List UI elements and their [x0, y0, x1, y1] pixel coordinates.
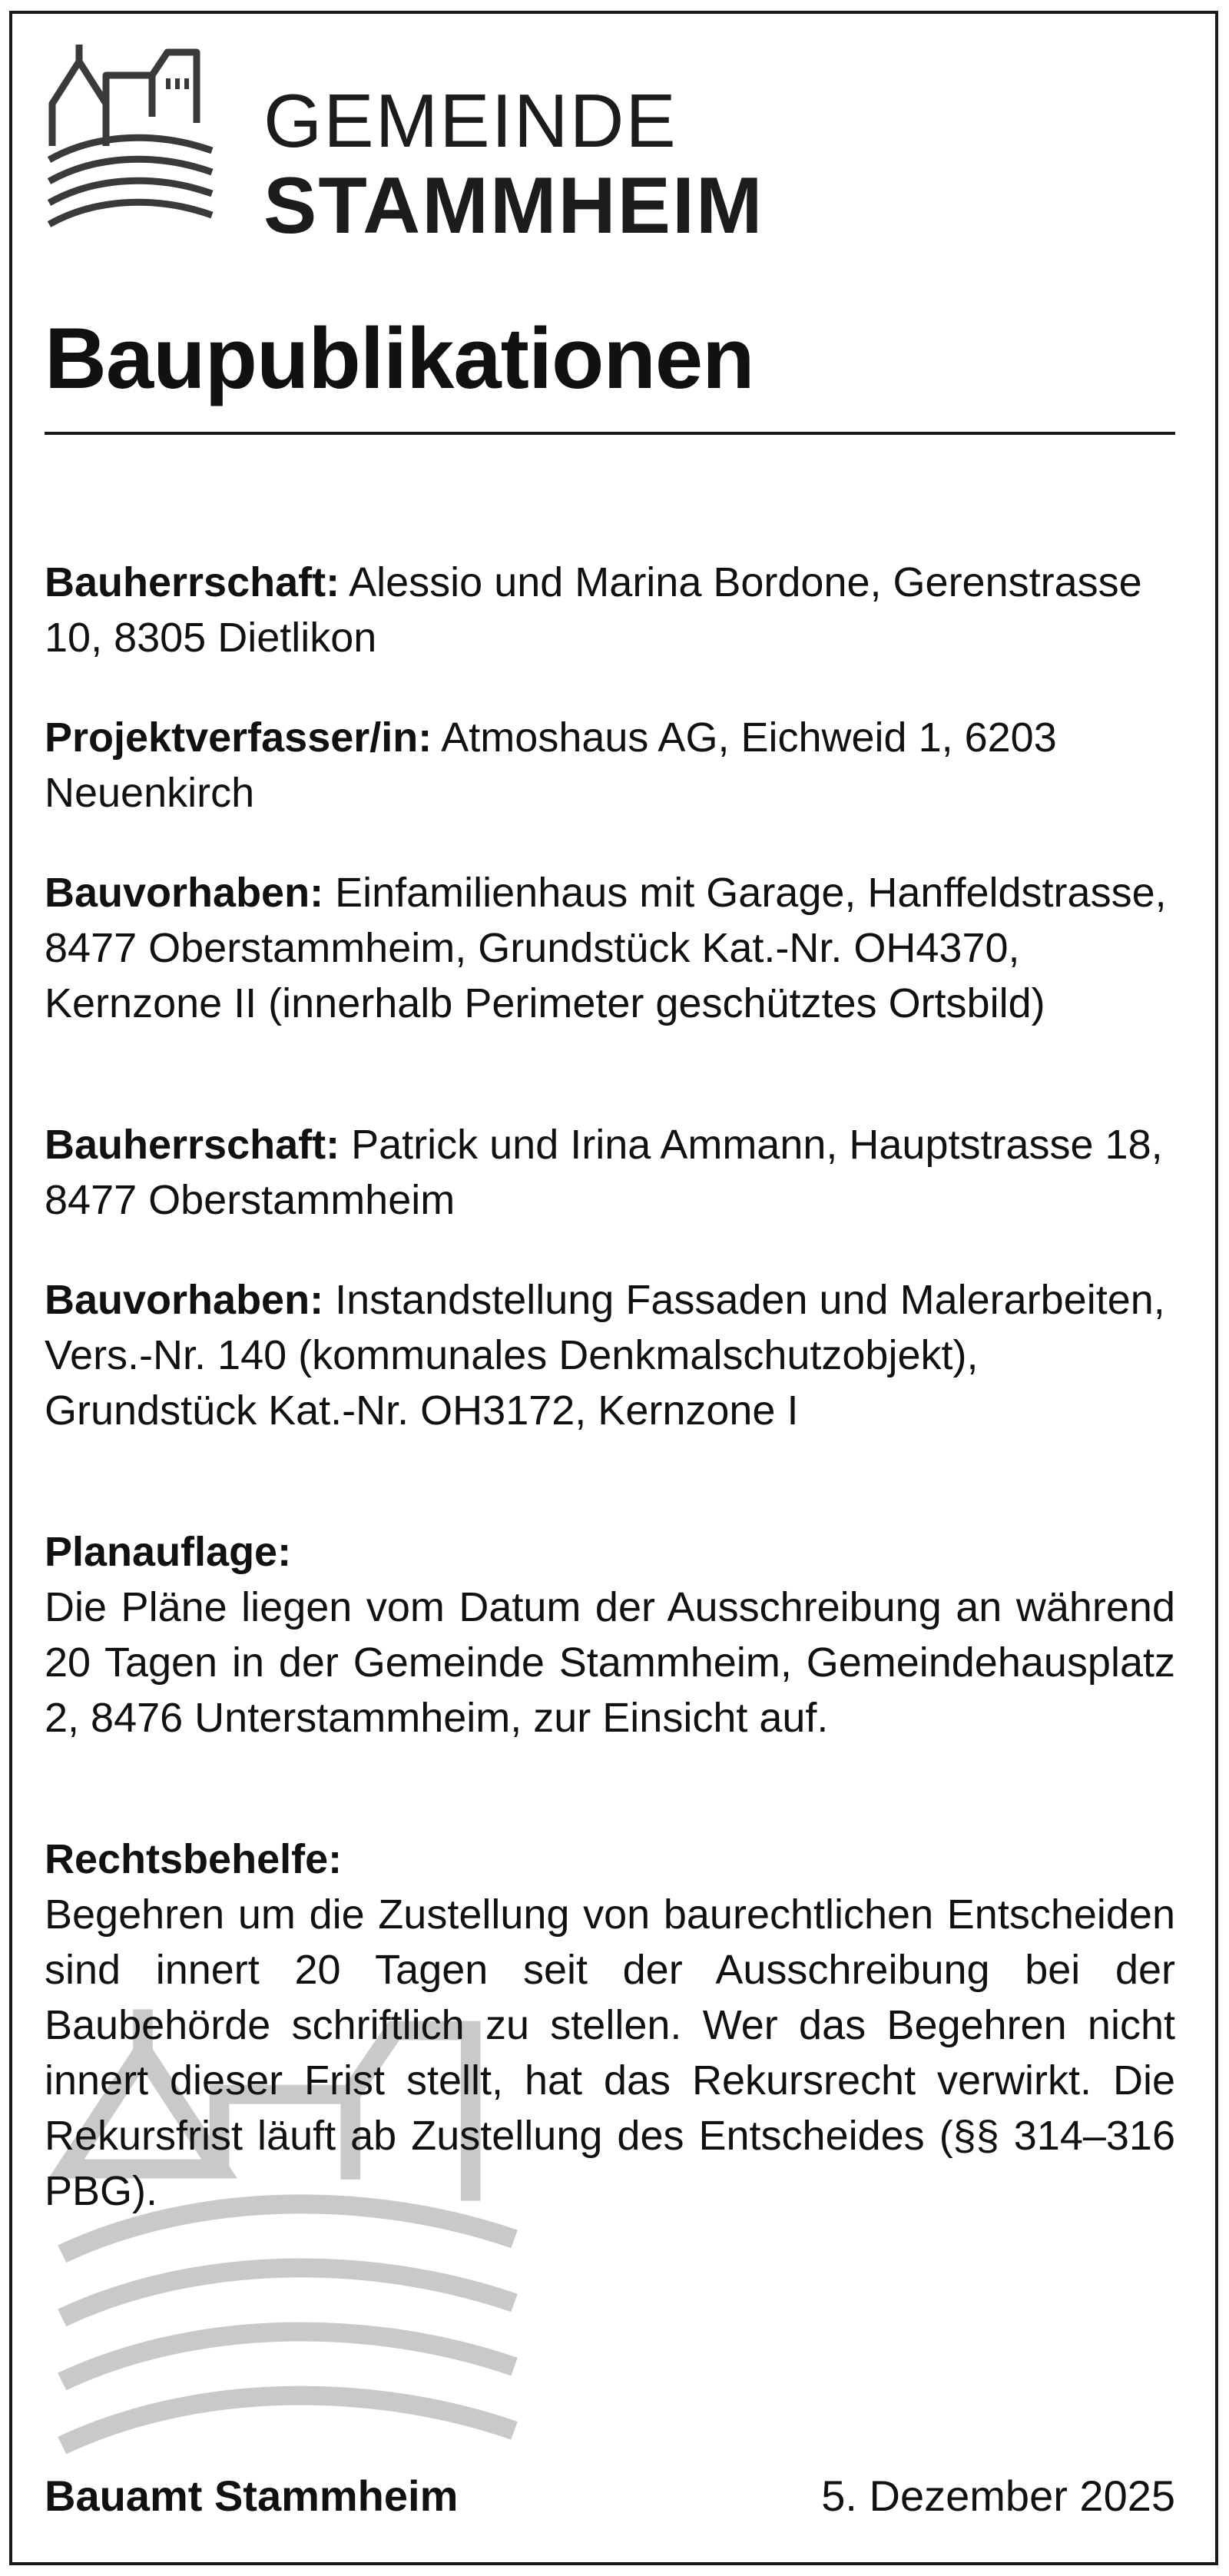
entry-1-author-text: Atmoshaus AG, Eichweid 1, 6203 Neuenkirch — [45, 714, 1057, 816]
entry-2-owner-text: Patrick und Irina Ammann, Hauptstrasse 18, 8477 Oberstammheim — [45, 1122, 1163, 1223]
title-divider — [45, 432, 1175, 435]
page-title: Baupublikationen — [45, 310, 754, 406]
rechtsbehelfe-text: Begehren um die Zustellung von baurechtlichen Entscheiden sind innert 20 Tagen seit der Ausschreibung bei der Baubehörde schriftlich zu stellen. Wer das Begehren nicht innert dieser Frist stellt, hat das Rekursrecht verwirkt. Die Rekursfrist läuft ab Zustellung des Entscheides (§§ 314–316 PBG). — [45, 1891, 1175, 2214]
entry-2-owner-label: Bauherrschaft: — [45, 1122, 340, 1168]
rechtsbehelfe-section — [45, 1832, 1175, 2219]
planauflage-section — [45, 1524, 1175, 1746]
entry-1-owner — [45, 555, 1175, 665]
notice-footer — [45, 2471, 1175, 2521]
entry-1-author-label: Projektverfasser/in: — [45, 714, 432, 761]
entry-1-author — [45, 710, 1175, 821]
entry-1-project — [45, 865, 1175, 1031]
castle-vineyard-icon — [45, 31, 217, 230]
footer-authority: Bauamt Stammheim — [45, 2472, 459, 2520]
rechtsbehelfe-heading: Rechtsbehelfe: — [45, 1836, 343, 1882]
entry-1-project-label: Bauvorhaben: — [45, 870, 324, 916]
footer-date: 5. Dezember 2025 — [821, 2472, 1175, 2520]
entry-2-project-label: Bauvorhaben: — [45, 1277, 324, 1323]
publication-body — [45, 555, 1175, 2263]
entry-2-project — [45, 1272, 1175, 1438]
logo-line-gemeinde: GEMEINDE — [263, 78, 677, 163]
entry-1-owner-label: Bauherrschaft: — [45, 559, 340, 605]
planauflage-heading: Planauflage: — [45, 1529, 292, 1575]
entry-2-owner — [45, 1117, 1175, 1228]
entry-1-project-text: Einfamilienhaus mit Garage, Hanffeldstrasse, 8477 Oberstammheim, Grundstück Kat.-Nr. OH4370, Kernzone II (innerhalb Perimeter geschütztes Ortsbild) — [45, 870, 1167, 1026]
entry-2-project-text: Instandstellung Fassaden und Malerarbeiten, Vers.-Nr. 140 (kommunales Denkmalschutzobjekt), Grundstück Kat.-Nr. OH3172, Kernzone I — [45, 1277, 1165, 1434]
logo-wordmark — [263, 78, 764, 250]
entry-1-owner-text: Alessio und Marina Bordone, Gerenstrasse 10, 8305 Dietlikon — [45, 559, 1142, 661]
logo-line-stammheim: STAMMHEIM — [263, 161, 764, 250]
planauflage-text: Die Pläne liegen vom Datum der Ausschreibung an während 20 Tagen in der Gemeinde Stammheim, Gemeindehausplatz 2, 8476 Unterstammheim, zur Einsicht auf. — [45, 1584, 1175, 1741]
